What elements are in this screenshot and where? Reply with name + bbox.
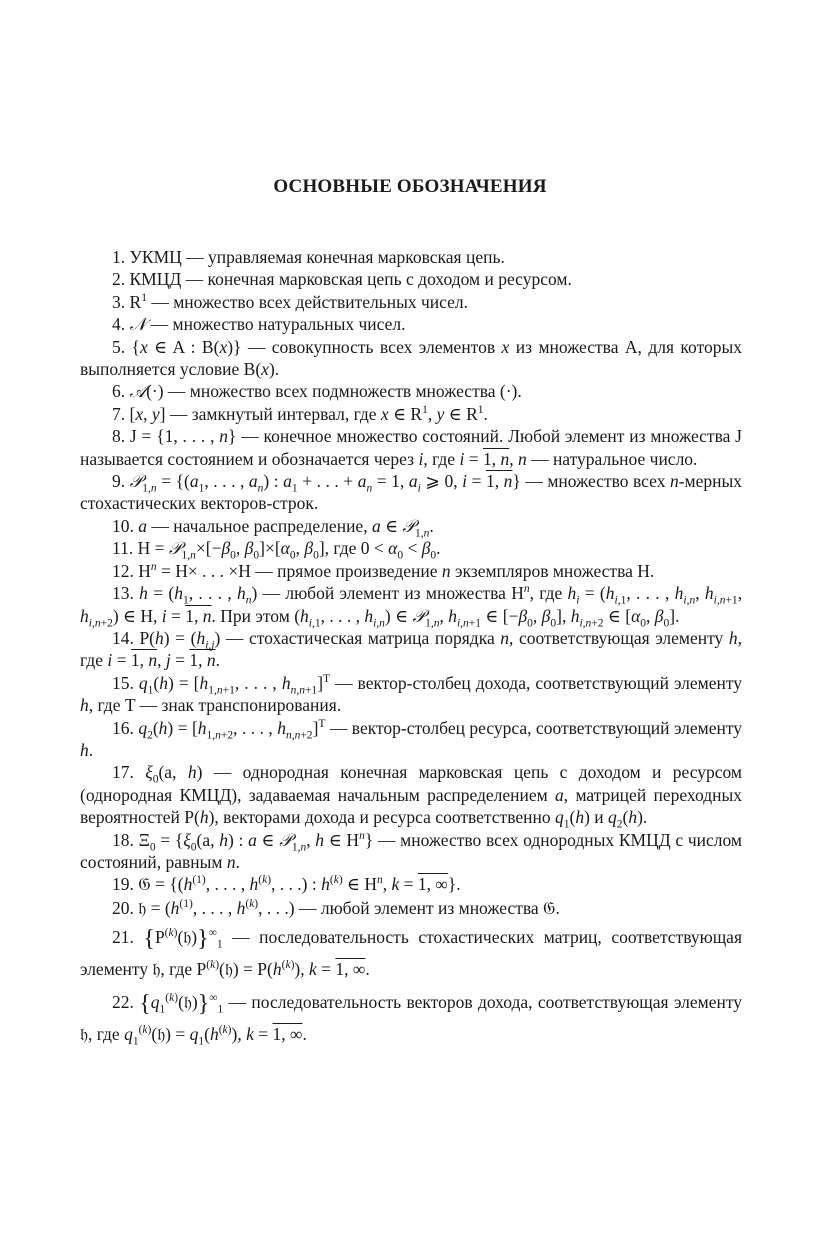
list-item-2: 2. КМЦД — конечная марковская цепь с доходом и ресурсом. [112,269,572,290]
list-item-8: 8. J = {1, . . . , n} — конечное множество состояний. Любой элемент из множества J называется состоянием и обозначается через i, где i = 1, n, n — натуральное число. [80,426,742,469]
list-item-6: 6. 𝒜(·) — множество всех подмножеств множества (·). [112,381,522,402]
notation-list [80,246,742,1050]
list-item-5: 5. {x ∈ A : B(x)} — совокупность всех элементов x из множества A, для которых выполняется условие B(x). [80,336,742,380]
list-item-1: 1. УКМЦ — управляемая конечная марковская цепь. [112,247,505,267]
list-item-7: 7. [x, y] — замкнутый интервал, где x ∈ $R^1$, y ∈ $R^1$. [112,403,488,424]
list-item-3: 3. $R^1$ — множество всех действительных чисел. [112,291,468,312]
list-item-20: 20. 𝔥 = ($h^{(1)}$, . . . , $h^{(k)}$, . . .) — любой элемент из множества 𝔊. [112,897,560,919]
list-item-4: 4. 𝒩 — множество натуральных чисел. [112,314,406,335]
list-item-18: 18. $\Xi_0 = \{\xi_0(a$, h) : a ∈ 𝒫$_{1,n}$, h ∈ $H^n$} — множество всех однородных КМЦД с числом состояний, равным n. [80,829,742,872]
list-item-13: 13. $h = (h_1$, . . . , $h_n$) — любой элемент из множества $H^n$, где $h_i = (h_{i,1}$, . . . , $h_{i,n}$, $h_{i,n+1}$, $h_{i,n+2}$) ∈ H, i = 1, n. При этом ($h_{i,1}$, . . . , $h_{i,n}$) ∈ 𝒫$_{1,n}$, $h_{i,n+1}$ ∈ [$-\beta_0$, $\beta_0$], $h_{i,n+2}$ ∈ [$\alpha_0$, $\beta_0$]. [80,583,743,629]
list-item-11: 11. $H = 𝒫_{1,n}\times[-\beta_0$, $\beta_0]\times[\alpha_0$, $\beta_0$], где $0 < \alpha_0 < \beta_0$. [112,538,441,562]
list-item-10: 10. a — начальное распределение, a ∈ 𝒫$_{1,n}$. [112,515,434,540]
list-item-22: 22. $\{q_1^{(k)}(𝔥)\}^\infty_1$ — последовательность векторов дохода, соответствующая элементу 𝔥, где $q_1^{(k)}(𝔥) = q_1(h^{(k)})$, k = 1, ∞. [80,991,743,1048]
list-item-12: 12. $H^n = H\times$ . . . ×H — прямое произведение n экземпляров множества H. [112,560,655,581]
list-item-17: 17. $\xi_0(a$, h) — однородная конечная марковская цепь с доходом и ресурсом (однородная КМЦД), задаваемая начальным распределением a, матрицей переходных вероятностей P(h), векторами дохода и ресурса соответственно $q_1(h)$ и $q_2(h)$. [80,762,743,831]
list-item-9: 9. 𝒫$_{1,n}$ = {($a_1$, . . . , $a_n$) : $a_1$ + . . . + $a_n = 1$, $a_i$ ⩾ 0, i = 1, n} — множество всех n-мерных стохастических векторов-строк. [80,471,743,514]
list-item-15: 15. $q_1(h) = [h_{1,n+1}$, . . . , $h_{n,n+1}]^T$ — вектор-столбец дохода, соответствующий элементу h, где T — знак транспонирования. [80,672,743,716]
list-item-14: 14. $P(h) = (h_{i,j})$ — стохастическая матрица порядка n, соответствующая элементу h, где i = 1, n, j = 1, n. [80,627,742,671]
list-item-21: 21. $\{P^{(k)}(𝔥)\}^\infty_1$ — последовательность стохастических матриц, соответствующая элементу 𝔥, где $P^{(k)}(𝔥) = P(h^{(k)})$, k = 1, ∞. [80,926,742,981]
page-title: ОСНОВНЫЕ ОБОЗНАЧЕНИЯ [273,176,547,197]
list-item-16: 16. $q_2(h) = [h_{1,n+2}$, . . . , $h_{n,n+2}]^T$ — вектор-столбец ресурса, соответствующий элементу h. [80,717,743,760]
list-item-19: 19. 𝔊 = {($h^{(1)}$, . . . , $h^{(k)}$, . . .) : $h^{(k)}$ ∈ $H^n$, k = 1, ∞}. [112,874,461,896]
